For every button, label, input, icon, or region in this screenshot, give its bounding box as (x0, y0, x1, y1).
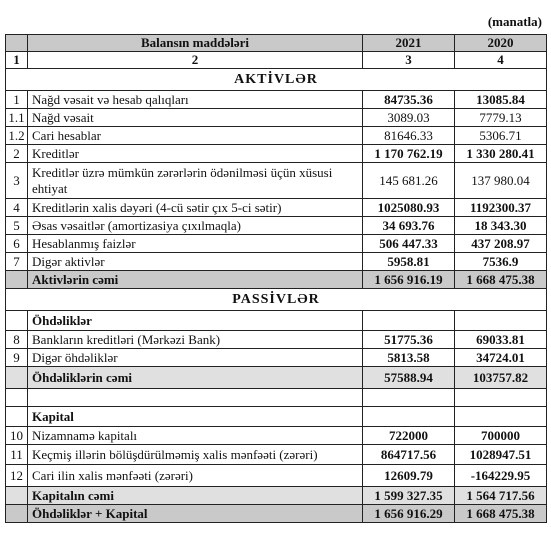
row-label: Nağd vəsait və hesab qalıqları (28, 91, 363, 109)
total-capital-row (6, 487, 547, 505)
subheader-row (6, 311, 547, 331)
total-assets-row (6, 271, 547, 289)
value-2020: 7536.9 (455, 253, 547, 271)
value-2020: 69033.81 (455, 331, 547, 349)
row-label: Cari hesablar (28, 127, 363, 145)
row-number: 9 (6, 349, 28, 367)
table-row (6, 235, 547, 253)
row-number (6, 407, 28, 427)
value-2021: 5958.81 (363, 253, 455, 271)
row-label: Nağd vəsait (28, 109, 363, 127)
value-2021 (363, 407, 455, 427)
colnum-4: 4 (455, 52, 547, 69)
row-number (6, 505, 28, 523)
table-row (6, 253, 547, 271)
value-2020 (455, 311, 547, 331)
table-row (6, 199, 547, 217)
section-liabilities-row (6, 289, 547, 311)
value-2021: 1 656 916.29 (363, 505, 455, 523)
value-2020: 5306.71 (455, 127, 547, 145)
row-label: Cari ilin xalis mənfəəti (zərəri) (28, 465, 363, 487)
value-2020: 103757.82 (455, 367, 547, 389)
table-row (6, 163, 547, 199)
row-number: 4 (6, 199, 28, 217)
row-number (6, 311, 28, 331)
row-label: Kreditlər (28, 145, 363, 163)
row-number: 7 (6, 253, 28, 271)
spacer-row (6, 389, 547, 407)
row-number (6, 487, 28, 505)
row-label: Aktivlərin cəmi (28, 271, 363, 289)
header-year-2021: 2021 (363, 35, 455, 52)
row-number: 2 (6, 145, 28, 163)
row-label: Öhdəliklərin cəmi (28, 367, 363, 389)
value-2021: 12609.79 (363, 465, 455, 487)
value-2020: 137 980.04 (455, 163, 547, 199)
row-number (6, 271, 28, 289)
value-2021: 34 693.76 (363, 217, 455, 235)
section-liabilities-title: PASSİVLƏR (6, 289, 547, 311)
row-label: Kreditlərin xalis dəyəri (4-cü sətir çıx 5-ci sətir) (28, 199, 363, 217)
table-row (6, 445, 547, 465)
row-number: 5 (6, 217, 28, 235)
row-label: Kapitalın cəmi (28, 487, 363, 505)
value-2020: 7779.13 (455, 109, 547, 127)
section-assets-title: AKTİVLƏR (6, 69, 547, 91)
table-row (6, 109, 547, 127)
value-2021: 722000 (363, 427, 455, 445)
currency-unit-label: (manatla) (487, 14, 542, 29)
value-2020: 1 564 717.56 (455, 487, 547, 505)
row-number: 8 (6, 331, 28, 349)
colnum-1: 1 (6, 52, 28, 69)
row-label: Nizamnamə kapitalı (28, 427, 363, 445)
header-row (6, 35, 547, 52)
table-row (6, 349, 547, 367)
header-num (6, 35, 28, 52)
row-label: Öhdəliklər (28, 311, 363, 331)
table-row (6, 91, 547, 109)
row-label: Keçmiş illərin bölüşdürülməmiş xalis mənfəəti (zərəri) (28, 445, 363, 465)
value-2020 (455, 407, 547, 427)
value-2021: 1 170 762.19 (363, 145, 455, 163)
value-2021: 1 599 327.35 (363, 487, 455, 505)
value-2020: 18 343.30 (455, 217, 547, 235)
value-2020: 437 208.97 (455, 235, 547, 253)
table-row (6, 127, 547, 145)
header-year-2020: 2020 (455, 35, 547, 52)
value-2021: 1025080.93 (363, 199, 455, 217)
value-2020: 34724.01 (455, 349, 547, 367)
colnum-3: 3 (363, 52, 455, 69)
value-2020: 700000 (455, 427, 547, 445)
row-label: Öhdəliklər + Kapital (28, 505, 363, 523)
row-number: 3 (6, 163, 28, 199)
row-label: Əsas vəsaitlər (amortizasiya çıxılmaqla) (28, 217, 363, 235)
row-number (6, 367, 28, 389)
value-2021: 145 681.26 (363, 163, 455, 199)
value-2020: 1 330 280.41 (455, 145, 547, 163)
value-2020: 1 668 475.38 (455, 505, 547, 523)
value-2020: 13085.84 (455, 91, 547, 109)
value-2021: 506 447.33 (363, 235, 455, 253)
total-liabilities-capital-row (6, 505, 547, 523)
row-label: Digər öhdəliklər (28, 349, 363, 367)
row-label: Digər aktivlər (28, 253, 363, 271)
row-number: 10 (6, 427, 28, 445)
row-label: Bankların kreditləri (Mərkəzi Bank) (28, 331, 363, 349)
value-2021: 1 656 916.19 (363, 271, 455, 289)
value-2020: 1 668 475.38 (455, 271, 547, 289)
value-2021: 57588.94 (363, 367, 455, 389)
row-number: 6 (6, 235, 28, 253)
table-row (6, 145, 547, 163)
value-2021: 51775.36 (363, 331, 455, 349)
header-item: Balansın maddələri (28, 35, 363, 52)
value-2020: 1192300.37 (455, 199, 547, 217)
table-row (6, 331, 547, 349)
row-label: Kapital (28, 407, 363, 427)
row-number: 1 (6, 91, 28, 109)
row-number: 1.2 (6, 127, 28, 145)
value-2020: -164229.95 (455, 465, 547, 487)
row-label: Hesablanmış faizlər (28, 235, 363, 253)
value-2021: 84735.36 (363, 91, 455, 109)
row-number: 1.1 (6, 109, 28, 127)
subheader-row (6, 407, 547, 427)
table-row (6, 217, 547, 235)
section-assets-row (6, 69, 547, 91)
value-2021 (363, 311, 455, 331)
row-number: 11 (6, 445, 28, 465)
table-row (6, 465, 547, 487)
value-2021: 3089.03 (363, 109, 455, 127)
value-2021: 81646.33 (363, 127, 455, 145)
row-label: Kreditlər üzrə mümkün zərərlərin ödənilməsi üçün xüsusi ehtiyat (28, 163, 363, 199)
column-number-row (6, 52, 547, 69)
table-row (6, 427, 547, 445)
value-2020: 1028947.51 (455, 445, 547, 465)
total-liabilities-row (6, 367, 547, 389)
value-2021: 5813.58 (363, 349, 455, 367)
balance-sheet-table (5, 34, 547, 523)
row-number: 12 (6, 465, 28, 487)
value-2021: 864717.56 (363, 445, 455, 465)
colnum-2: 2 (28, 52, 363, 69)
